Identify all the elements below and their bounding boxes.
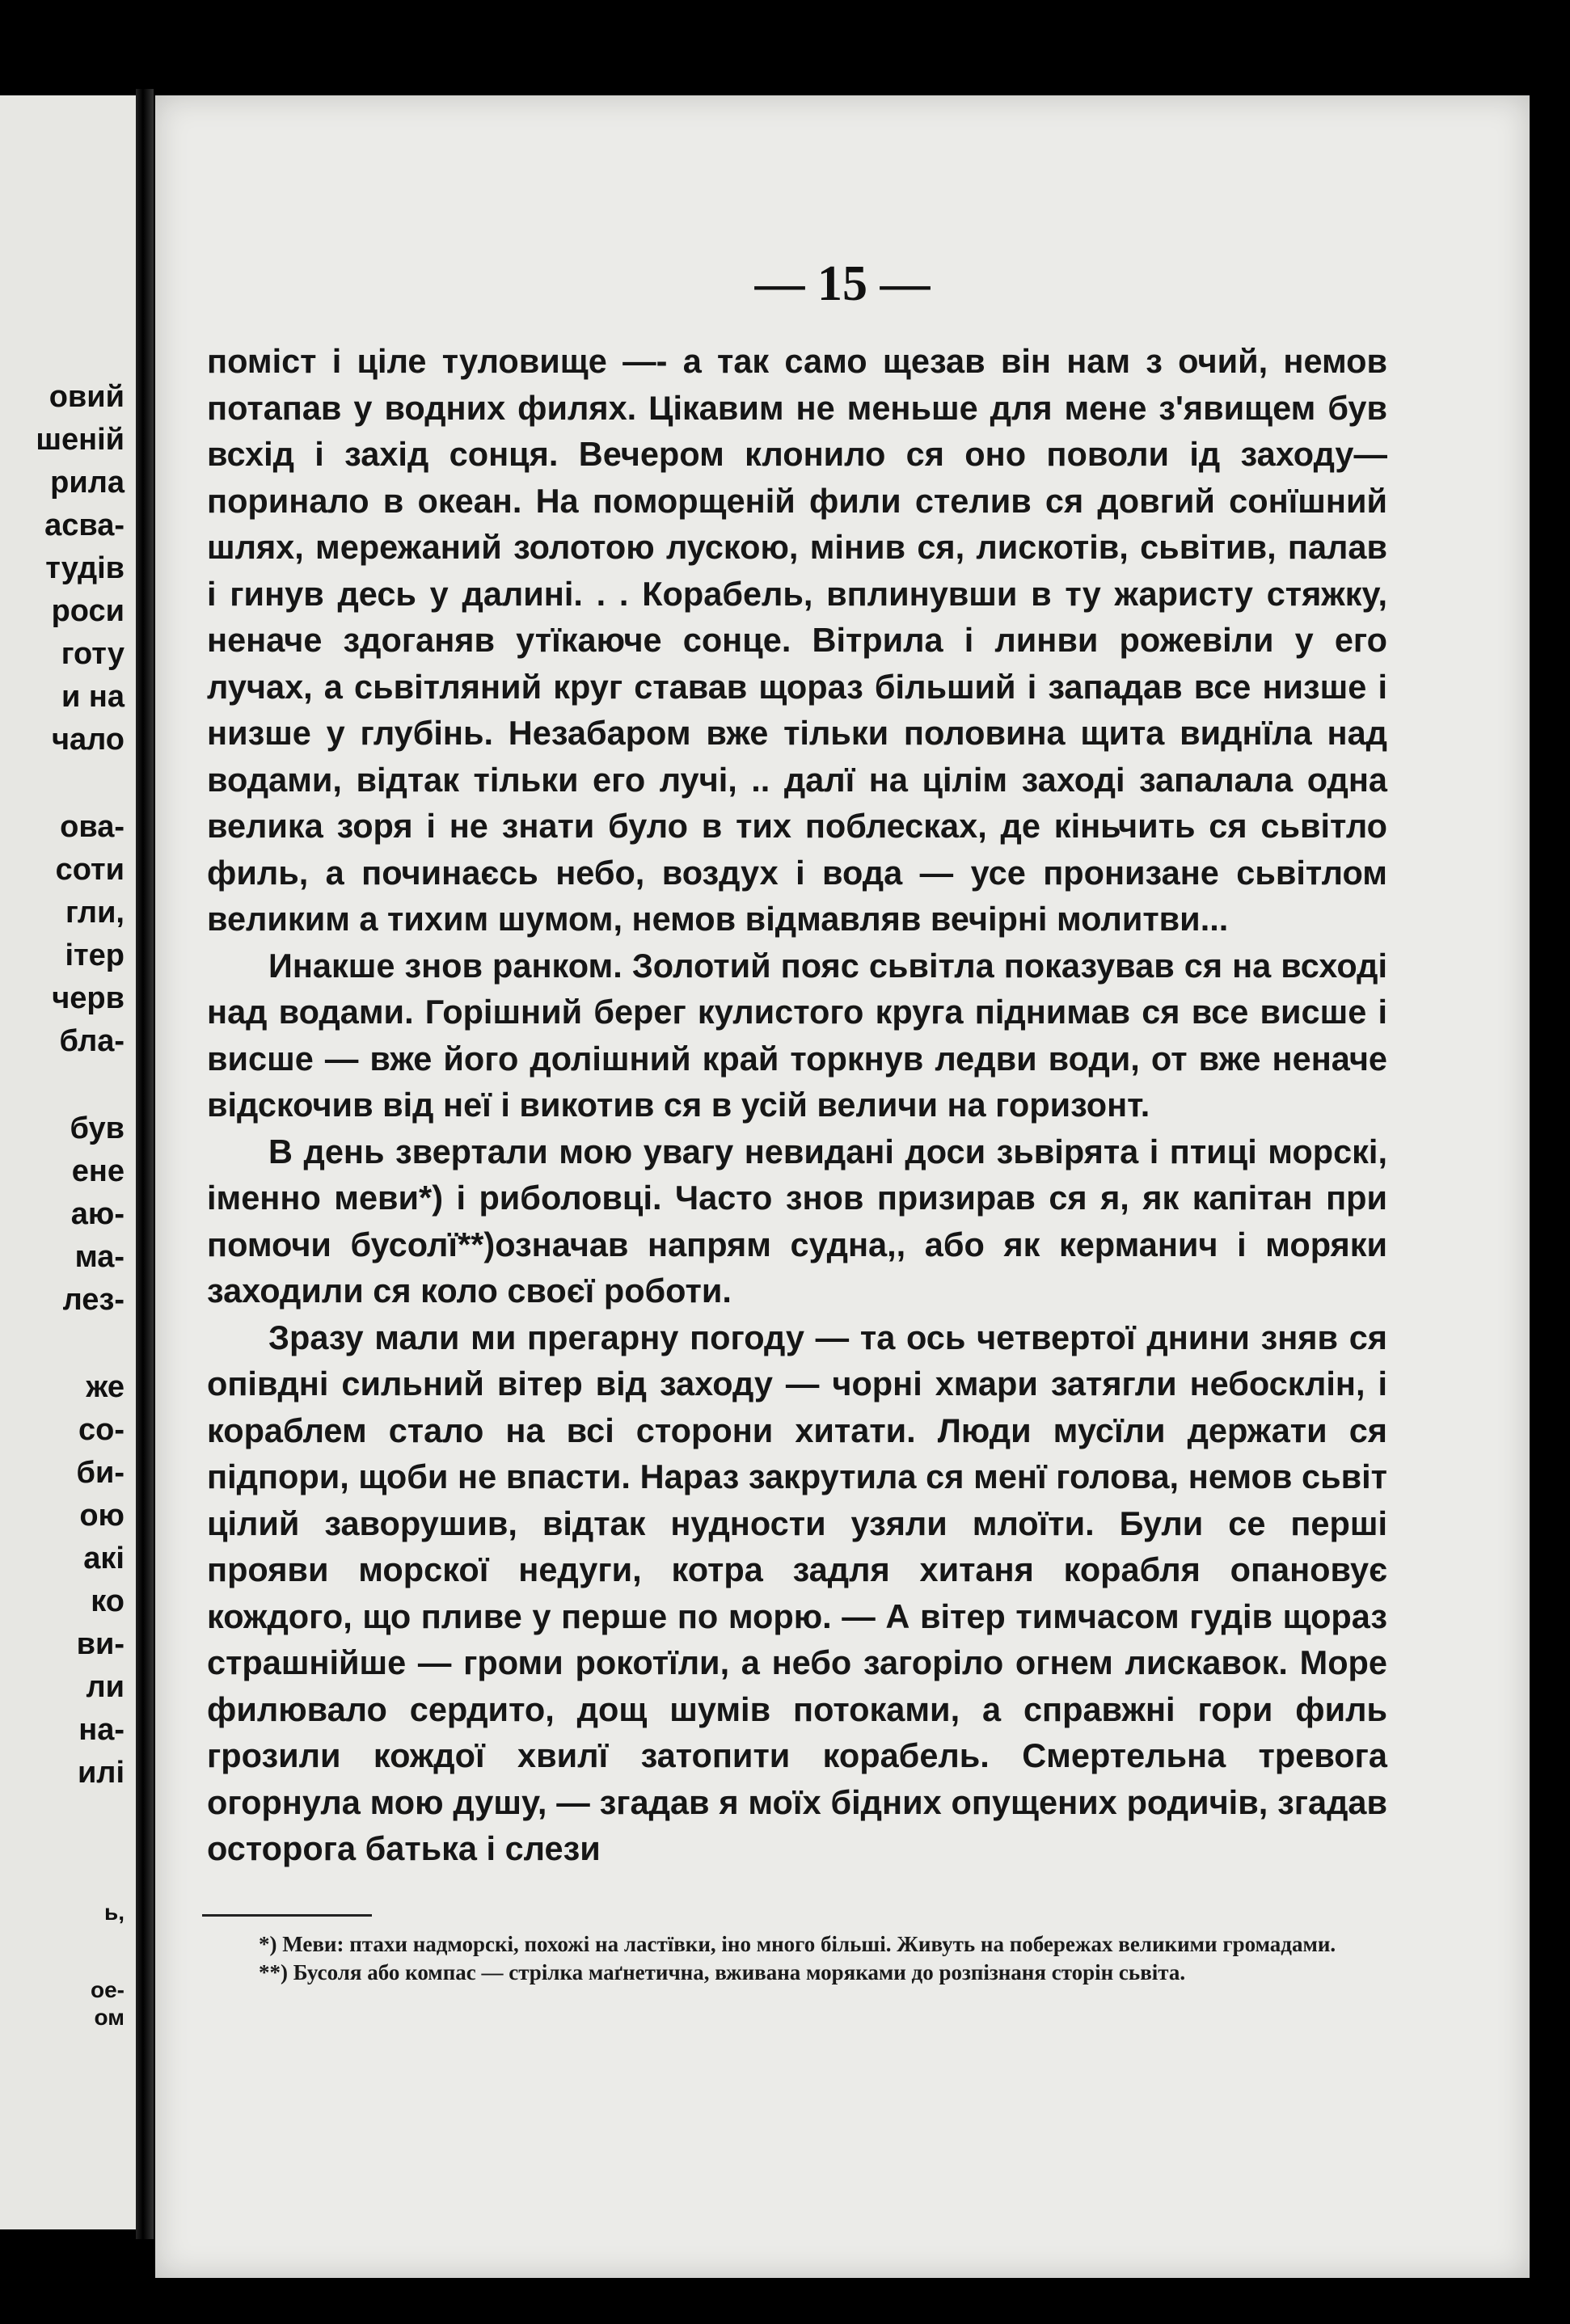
left-fragment: ко (91, 1584, 125, 1618)
left-fragment: ова- (60, 810, 125, 844)
left-fragment: ом (94, 2005, 125, 2030)
left-fragment: же (86, 1370, 125, 1404)
left-fragment: би- (76, 1456, 125, 1490)
left-fragment: роси (51, 594, 125, 628)
left-fragment: соти (55, 853, 125, 887)
left-fragment: асва- (44, 508, 125, 542)
left-fragment: ое- (91, 1977, 125, 2002)
left-fragment: бла- (59, 1024, 125, 1058)
footnotes (202, 1930, 1389, 1987)
left-fragment: и на (61, 680, 125, 714)
left-fragment: со- (78, 1413, 125, 1447)
page-body (207, 338, 1387, 1872)
paragraph: Зразу мали ми прегарну погоду — та ось четвертої днини зняв ся опівдні сильний вітер від заходу — чорні хмари затягли небосклін, і кораблем стало на всі сторони хитати. Люди мусїли держати ся підпори, щоби не впасти. Нараз закрутила ся менї голова, немов сьвіт цілий заворушив, відтак нудности узяли млоїти. Були се перші прояви морскої недуги, котра задля хитаня корабля опановує кождого, що пливе у перше по морю. — А вітер тимчасом гудів щораз страшнійше — громи рокотїли, а небо загоріло огнем лискавок. Море филювало сердито, дощ шумів потоками, а справжні гори филь грозили кождої хвилї затопити корабель. Смертельна тревога огорнула мою душу, — згадав я моїх бідних опущених родичів, згадав осторога батька і слези (207, 1318, 1387, 1867)
left-fragment: лез- (62, 1283, 125, 1317)
footnote: **) Бусоля або компас — стрілка маґнетична, вживана моряками до розпізнаня сторін сьвіта. (259, 1960, 1186, 1984)
left-fragment: шеній (36, 423, 125, 457)
left-fragment: ою (79, 1499, 125, 1533)
left-fragment: аю- (70, 1197, 125, 1231)
left-fragment: ви- (76, 1627, 125, 1661)
left-fragment: готу (61, 637, 125, 671)
left-fragment: гли, (65, 896, 125, 930)
left-fragment: тудів (45, 551, 125, 585)
footnote-divider (202, 1914, 372, 1917)
left-fragment: на- (78, 1713, 125, 1747)
left-fragment: був (70, 1111, 125, 1145)
book-page (155, 95, 1530, 2278)
left-fragment: илі (77, 1756, 125, 1790)
footnote: *) Меви: птахи надморскі, похожі на ластївки, іно много більші. Живуть на побережах великими громадами. (259, 1932, 1336, 1956)
left-fragment: ма- (74, 1240, 125, 1274)
left-fragment: чало (51, 723, 125, 757)
left-fragment: акі (83, 1542, 125, 1575)
left-fragment: черв (52, 981, 125, 1015)
paragraph: В день звертали мою увагу невидані доси зьвірята і птиці морскі, іменно меви*) і риболовці. Часто знов призирав ся я, як капітан при помочи бусолї**)означав напрям судна,, або як керманич і моряки заходили ся коло своєї роботи. (207, 1132, 1387, 1310)
left-fragment: ітер (65, 938, 125, 972)
paragraph: Инакше знов ранком. Золотий пояс сьвітла показував ся на всході над водами. Горішний берег кулистого круга піднимав ся все висше і висше — вже його долішний край торкнув ледви води, от вже неначе відскочив від неї і викотив ся в усій величи на горизонт. (207, 946, 1387, 1124)
left-fragment: овий (49, 380, 125, 414)
page-number: — 15 — (754, 256, 931, 311)
previous-page-edge (0, 95, 136, 2229)
left-fragment: ь, (104, 1900, 125, 1925)
paragraph: поміст і ціле туловище —- а так само щезав він нам з очий, немов потапав у водних филях. Цікавим не меньше для мене з'явищем був всхід і захід сонця. Вечером клонило ся оно поволи ід заходу—поринало в океан. На поморщеній фили стелив ся довгий сонїшний шлях, мережаний золотою лускою, мінив ся, лискотів, сьвітив, палав і гинув десь у далині. . . Корабель, вплинувши в ту жаристу стяжку, неначе здоганяв утїкаюче сонце. Вітрила і линви рожевіли у его лучах, а сьвітляний круг ставав щораз більший і западав все низше і низше у глубінь. Незабаром вже тільки половина щита виднїла над водами, відтак тільки его лучі, .. далї на цілім заході запалала одна велика зоря і не знати було в тих поблесках, де кіньчить ся сьвітло филь, а починаєсь небо, воздух і вода — усе пронизане сьвітлом великим а тихим шумом, немов відмавляв вечірні молитви... (207, 342, 1387, 938)
left-fragment: рила (50, 466, 125, 500)
left-fragment: ене (71, 1154, 125, 1188)
book-spine (136, 89, 154, 2239)
left-fragment: ли (86, 1670, 125, 1704)
